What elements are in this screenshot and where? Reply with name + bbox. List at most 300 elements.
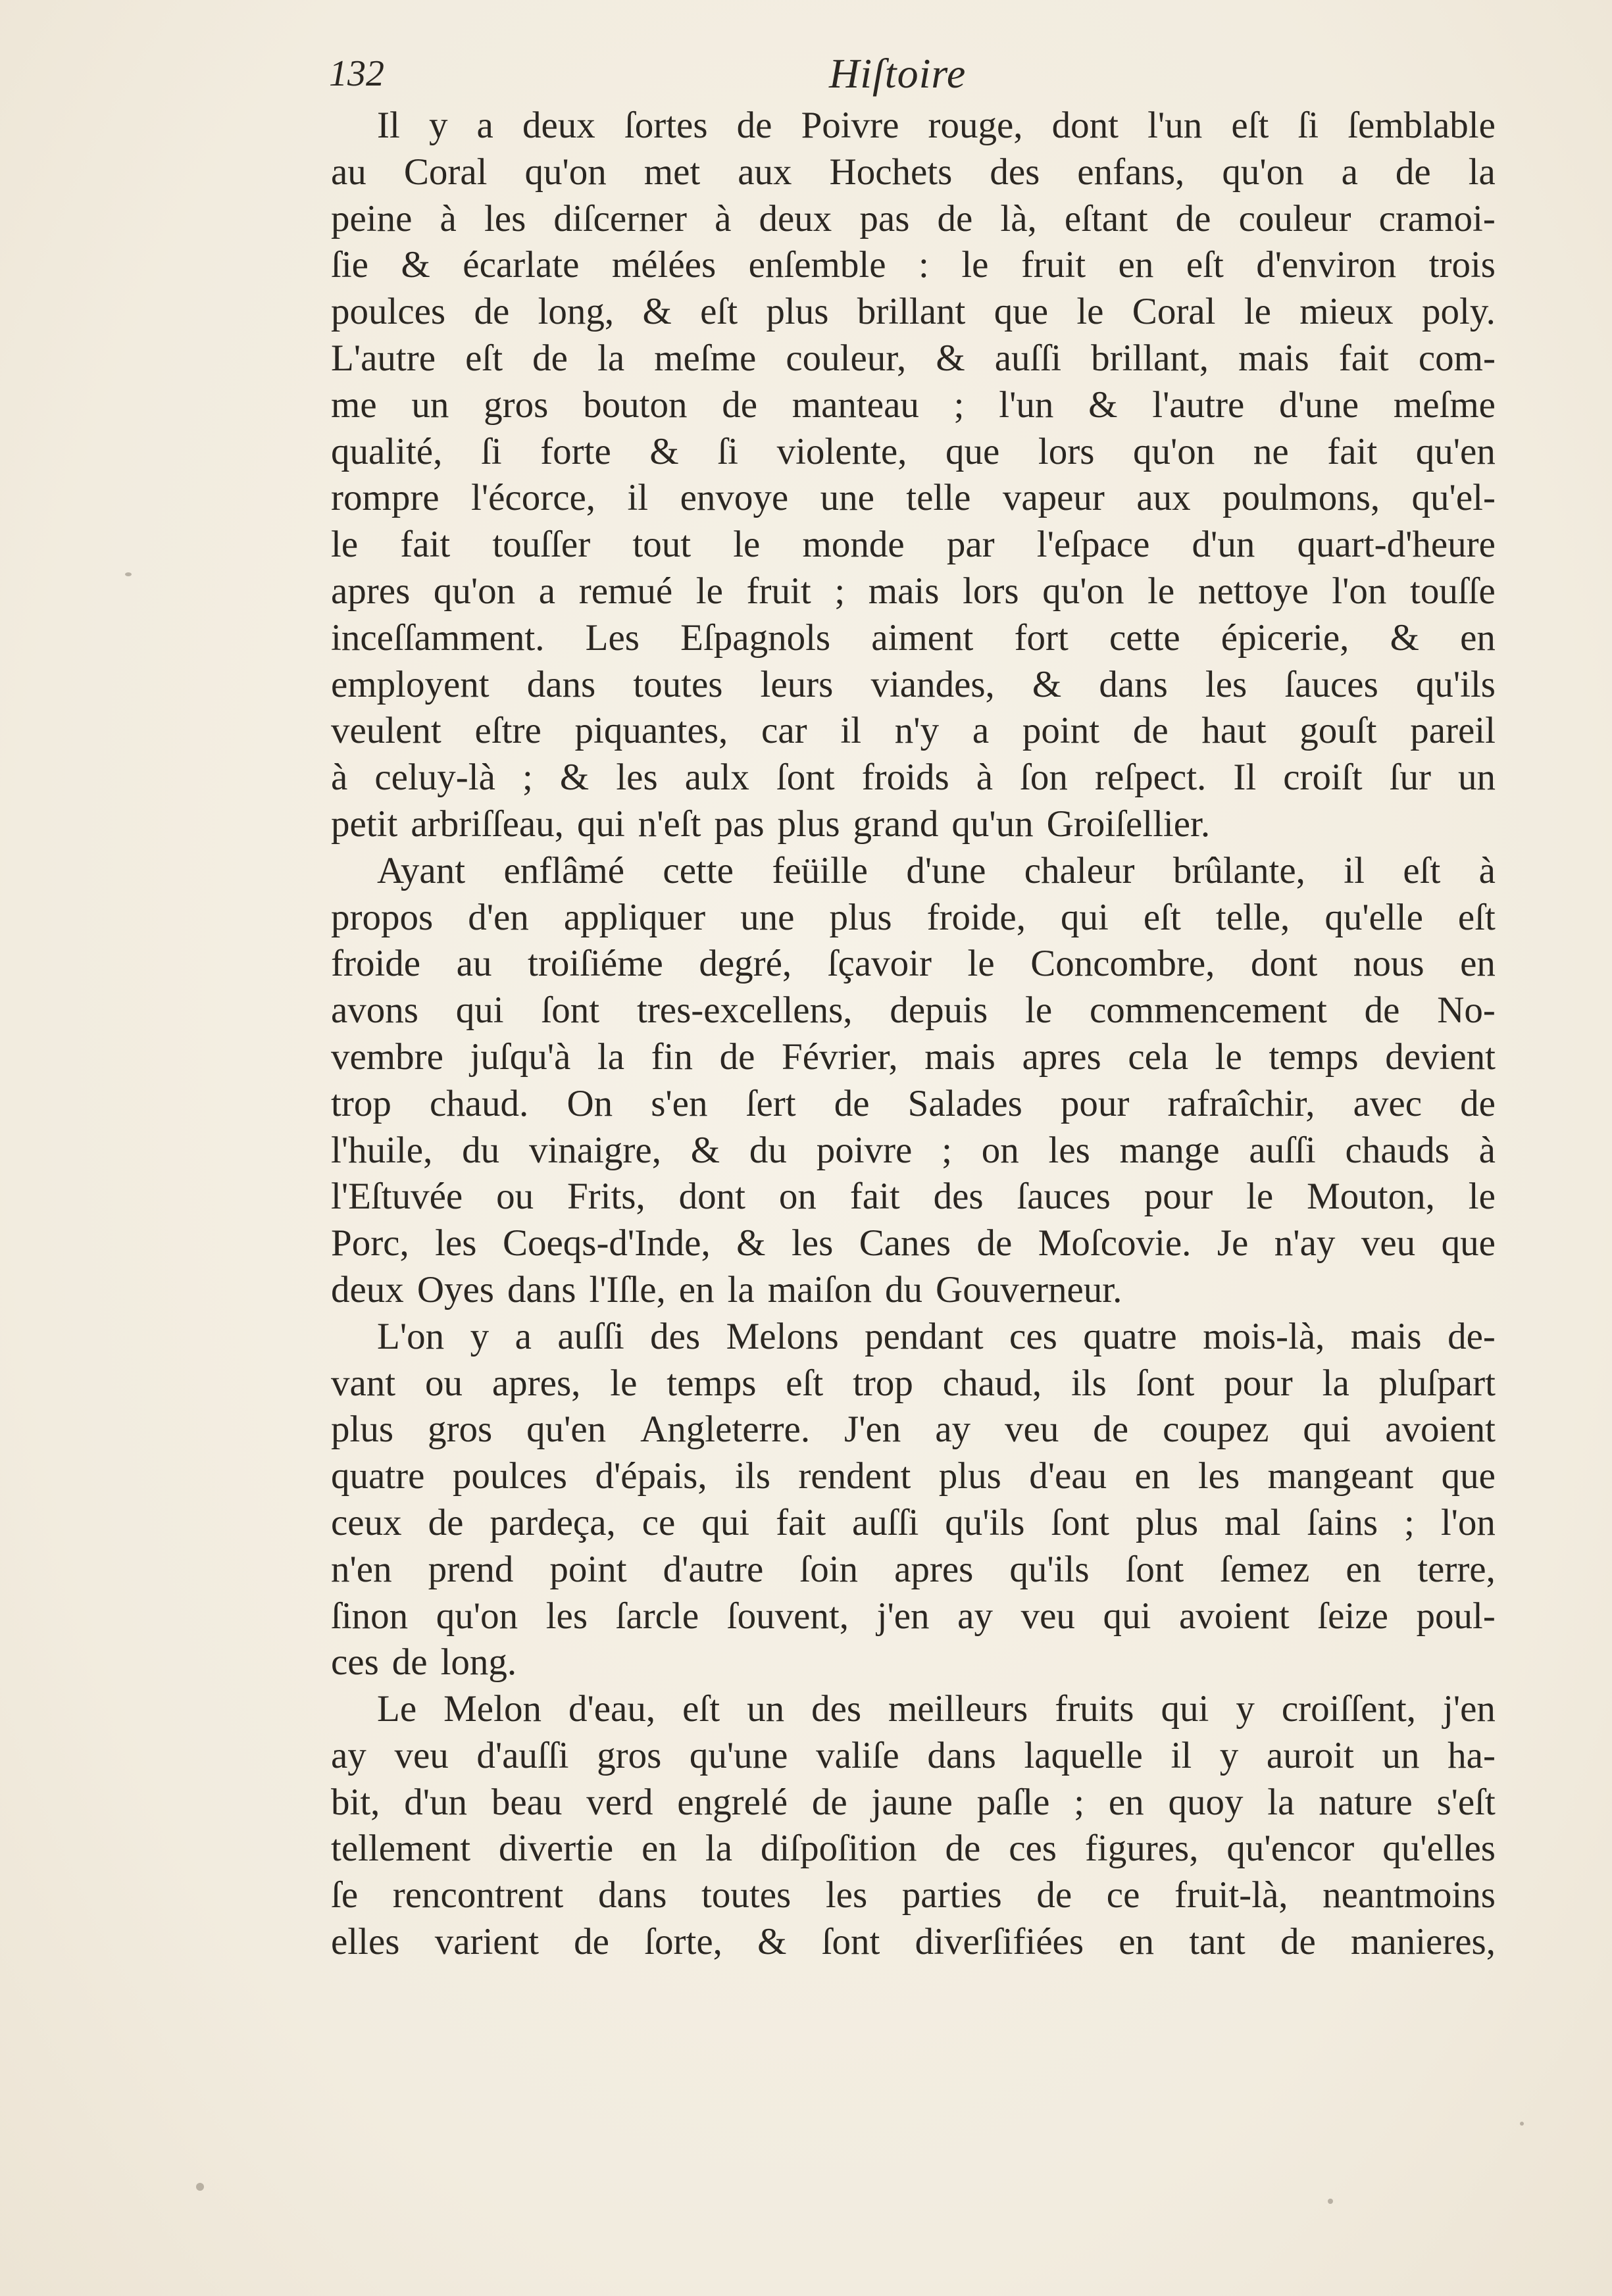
word: un <box>411 384 449 426</box>
word: eſt <box>1143 896 1181 938</box>
word: a <box>972 710 990 752</box>
word: haut <box>1201 710 1267 752</box>
word: fait <box>400 524 451 566</box>
word: veu <box>394 1734 449 1776</box>
word: ſont <box>541 989 600 1032</box>
word: com- <box>1418 337 1496 379</box>
word: ou <box>496 1176 534 1218</box>
text-line <box>331 1034 1496 1081</box>
word: qu'ils <box>1009 1548 1090 1590</box>
word: poulmons, <box>1222 477 1380 519</box>
paper-speck <box>1328 2199 1333 2204</box>
word: car <box>761 710 807 752</box>
word: temps <box>1269 1036 1359 1078</box>
word: qui <box>701 1501 750 1543</box>
word: enflâmé <box>503 849 625 891</box>
word: d'environ <box>1256 244 1397 286</box>
word: de <box>834 1082 870 1124</box>
word: le <box>967 943 995 985</box>
word: qui <box>1103 1595 1151 1637</box>
word: de <box>1036 1874 1072 1916</box>
word: meilleurs <box>888 1688 1028 1730</box>
word: ; <box>953 384 965 426</box>
word: l'Iſle, <box>589 1268 666 1310</box>
word: de <box>945 1828 981 1870</box>
word: de <box>428 1501 464 1543</box>
word: ; <box>1404 1501 1415 1543</box>
word: d'autre <box>663 1548 764 1590</box>
word: ſorte, <box>644 1921 722 1963</box>
word: en <box>1108 1781 1144 1823</box>
text-line <box>331 1639 1496 1686</box>
word: degré, <box>699 943 792 985</box>
page-number: 132 <box>329 53 384 94</box>
text-line <box>331 522 1496 568</box>
word: une <box>740 896 795 938</box>
word: touſſe <box>1410 570 1496 612</box>
word: rouge, <box>928 105 1023 146</box>
text-line <box>331 1500 1496 1547</box>
word: temps <box>667 1362 757 1404</box>
word: pour <box>1144 1176 1213 1218</box>
word: Salades <box>907 1082 1022 1124</box>
word: cette <box>663 849 734 891</box>
word: la <box>1468 151 1496 193</box>
word: fruits <box>1055 1688 1134 1730</box>
word: plus <box>331 1409 394 1451</box>
text-line <box>331 475 1496 522</box>
word: l'eſpace <box>1036 524 1150 566</box>
page-header <box>329 47 1500 100</box>
word: petit <box>331 803 398 845</box>
word: me <box>331 384 377 426</box>
word: ſeize <box>1317 1595 1388 1637</box>
word: dans <box>526 663 596 705</box>
word: ce <box>1106 1874 1140 1916</box>
word: ay <box>331 1734 366 1776</box>
word: envoye <box>680 477 789 519</box>
text-line <box>331 708 1496 755</box>
word: ſe <box>331 1874 359 1916</box>
word: de <box>1132 710 1169 752</box>
word: eſt <box>786 1362 824 1404</box>
word: eſt <box>1457 896 1496 938</box>
word: auſſi <box>557 1315 624 1357</box>
word: qu'ils <box>945 1501 1025 1543</box>
text-line <box>331 941 1496 987</box>
word: la <box>1322 1362 1349 1404</box>
word: fort <box>1014 616 1069 659</box>
word: ſoin <box>799 1548 859 1590</box>
word: & <box>736 1222 766 1264</box>
word: de <box>532 337 568 379</box>
word: & <box>559 757 590 799</box>
word: d'une <box>1279 384 1359 426</box>
word: apres, <box>491 1362 581 1404</box>
word: tant <box>1189 1921 1246 1963</box>
word: trop <box>331 1082 391 1124</box>
word: Il <box>377 105 400 146</box>
word: à <box>331 757 348 799</box>
word: quart-d'heure <box>1297 524 1496 566</box>
word: inceſſamment. <box>331 616 545 659</box>
word: vinaigre, <box>528 1129 661 1171</box>
word: trop <box>853 1362 913 1404</box>
word: Moſcovie. <box>1038 1222 1192 1264</box>
word: enfans, <box>1077 151 1185 193</box>
word: mangeant <box>1267 1455 1414 1497</box>
word: enſemble <box>748 244 886 286</box>
word: nous <box>1353 943 1424 985</box>
word: ſur <box>1389 757 1431 799</box>
word: piquantes, <box>574 710 728 752</box>
word: n'y <box>894 710 940 752</box>
word: qu'encor <box>1226 1828 1355 1870</box>
word: maiſon <box>767 1268 872 1310</box>
text-line <box>331 336 1496 382</box>
word: froide <box>331 943 421 985</box>
word: couleur, <box>786 337 907 379</box>
word: j'en <box>876 1595 930 1637</box>
word: remué <box>578 570 673 612</box>
word: rompre <box>331 477 440 519</box>
word: apres <box>894 1548 974 1590</box>
word: devient <box>1385 1036 1496 1078</box>
word: qu'elle <box>1324 896 1423 938</box>
word: diſpoſition <box>760 1828 917 1870</box>
word: les <box>825 1874 868 1916</box>
word: le <box>961 244 989 286</box>
word: plus <box>766 291 829 333</box>
word: quatre <box>331 1455 425 1497</box>
word: Hochets <box>829 151 953 193</box>
word: qui <box>576 803 625 845</box>
word: en <box>1460 943 1496 985</box>
word: rencontrent <box>392 1874 564 1916</box>
word: ; <box>522 757 533 799</box>
word: lors <box>1038 430 1095 472</box>
word: Coral <box>403 151 488 193</box>
word: qui <box>1161 1688 1209 1730</box>
word: qu'on <box>524 151 607 193</box>
word: de- <box>1448 1315 1496 1357</box>
word: avons <box>331 989 418 1032</box>
word: ſçavoir <box>827 943 932 985</box>
word: neantmoins <box>1322 1874 1496 1916</box>
word: veu <box>1020 1595 1075 1637</box>
word: de <box>1395 151 1431 193</box>
word: qualité, <box>331 430 443 472</box>
word: dans <box>597 1874 667 1916</box>
word: vapeur <box>1002 477 1105 519</box>
word: fait <box>776 1501 826 1543</box>
word: mieux <box>1299 291 1394 333</box>
word: ſemblable <box>1348 105 1496 146</box>
word: le <box>331 524 359 566</box>
word: plus <box>829 896 892 938</box>
word: quatre <box>1083 1315 1177 1357</box>
word: Porc, <box>331 1222 409 1264</box>
word: peine <box>331 197 413 239</box>
word: vembre <box>331 1036 443 1078</box>
word: au <box>456 943 492 985</box>
word: que <box>945 430 1000 472</box>
word: à <box>976 757 994 799</box>
word: employent <box>331 663 490 705</box>
word: elles <box>331 1921 400 1963</box>
word: mais <box>868 570 940 612</box>
body-text <box>331 103 1496 1966</box>
word: tout <box>632 524 692 566</box>
text-line <box>331 801 1496 848</box>
word: & <box>757 1921 787 1963</box>
word: Oyes <box>416 1268 494 1310</box>
word: en <box>1118 244 1154 286</box>
word: apres <box>331 570 411 612</box>
running-title: Hiſtoire <box>829 50 967 97</box>
word: & <box>690 1129 720 1171</box>
word: j'en <box>1443 1688 1496 1730</box>
word: appliquer <box>563 896 706 938</box>
text-line <box>331 1267 1496 1314</box>
text-line <box>331 568 1496 615</box>
paper-speck <box>1520 2122 1524 2126</box>
word: cramoi- <box>1378 197 1496 239</box>
word: ſinon <box>331 1595 409 1637</box>
word: Poivre <box>801 105 899 146</box>
word: commencement <box>1089 989 1327 1032</box>
word: Frits, <box>567 1176 645 1218</box>
word: beau <box>491 1781 563 1823</box>
word: l'un <box>999 384 1054 426</box>
word: fait <box>849 1176 900 1218</box>
text-line <box>331 103 1496 149</box>
word: avoient <box>1385 1409 1496 1451</box>
word: qu'on <box>1042 570 1124 612</box>
word: diverſifiées <box>915 1921 1084 1963</box>
word: la <box>705 1828 732 1870</box>
text-line <box>331 289 1496 336</box>
word: de <box>1093 1409 1129 1451</box>
word: fin <box>651 1036 693 1078</box>
word: aiment <box>871 616 974 659</box>
word: ſarcle <box>615 1595 699 1637</box>
word: là, <box>1000 197 1037 239</box>
word: le <box>610 1362 638 1404</box>
word: auſſi <box>994 337 1062 379</box>
word: d'eau, <box>568 1688 656 1730</box>
word: apres <box>1022 1036 1101 1078</box>
word: Février, <box>782 1036 898 1078</box>
word: Melon <box>443 1688 542 1730</box>
word: qu'elles <box>1382 1828 1496 1870</box>
word: chaleur <box>1024 849 1135 891</box>
word: Angleterre. <box>640 1409 811 1451</box>
word: l'Eſtuvée <box>331 1176 463 1218</box>
word: dont <box>678 1176 745 1218</box>
word: eſtre <box>474 710 542 752</box>
word: depuis <box>890 989 988 1032</box>
word: deux <box>759 197 832 239</box>
text-line <box>331 1547 1496 1593</box>
word: dans <box>507 1268 576 1310</box>
word: les <box>791 1222 834 1264</box>
word: long. <box>440 1641 517 1684</box>
word: de <box>937 197 973 239</box>
word: fait <box>1338 337 1389 379</box>
word: ces <box>1009 1315 1057 1357</box>
word: trois <box>1428 244 1496 286</box>
word: ces <box>331 1641 379 1684</box>
word: le <box>1147 570 1175 612</box>
word: s'en <box>651 1082 708 1124</box>
word: eſt <box>1403 849 1441 891</box>
word: les <box>435 1222 477 1264</box>
word: l'huile, <box>331 1129 433 1171</box>
word: Gouverneur. <box>936 1268 1122 1310</box>
word: du <box>749 1129 787 1171</box>
text-line <box>331 242 1496 289</box>
word: toutes <box>701 1874 792 1916</box>
word: toutes <box>633 663 723 705</box>
word: qu'une <box>689 1734 788 1776</box>
word: y <box>1236 1688 1255 1730</box>
word: l'autre <box>1152 384 1245 426</box>
text-line <box>331 895 1496 941</box>
word: coupez <box>1163 1409 1269 1451</box>
word: a <box>538 570 556 612</box>
word: un <box>1382 1734 1420 1776</box>
paper-speck <box>125 572 132 576</box>
word: le <box>695 570 723 612</box>
word: poly. <box>1422 291 1496 333</box>
word: n'ay <box>1274 1222 1336 1264</box>
text-line <box>331 1780 1496 1826</box>
word: le <box>1468 1176 1496 1218</box>
word: ſont <box>1051 1501 1110 1543</box>
word: divertie <box>499 1828 614 1870</box>
word: ils <box>1071 1362 1107 1404</box>
word: diſcerner <box>553 197 687 239</box>
word: Coral <box>1132 291 1216 333</box>
word: Ayant <box>377 849 466 891</box>
word: la <box>1267 1781 1295 1823</box>
word: & <box>649 430 679 472</box>
word: de <box>722 384 758 426</box>
word: veulent <box>331 710 441 752</box>
text-line <box>331 1407 1496 1453</box>
word: ſont <box>821 1921 880 1963</box>
word: & <box>1390 616 1419 659</box>
word: touſſer <box>492 524 591 566</box>
word: avoient <box>1178 1595 1290 1637</box>
word: bit, <box>331 1781 380 1823</box>
word: rafraîchir, <box>1167 1082 1315 1124</box>
word: de <box>1460 1082 1496 1124</box>
word: fait <box>1327 430 1378 472</box>
word: No- <box>1437 989 1496 1032</box>
word: forte <box>540 430 611 472</box>
word: & <box>401 244 430 286</box>
word: mal <box>1224 1501 1281 1543</box>
word: : <box>919 244 929 286</box>
word: parties <box>901 1874 1002 1916</box>
word: ay <box>957 1595 993 1637</box>
word: pluſpart <box>1378 1362 1496 1404</box>
word: écarlate <box>463 244 580 286</box>
word: plus <box>1135 1501 1199 1543</box>
word: froids <box>861 757 949 799</box>
word: ſont <box>776 757 835 799</box>
word: une <box>820 477 874 519</box>
word: d'une <box>906 849 986 891</box>
word: qui <box>455 989 504 1032</box>
word: ces <box>1009 1828 1057 1870</box>
word: poulces <box>331 291 446 333</box>
word: point <box>1022 710 1100 752</box>
word: mélées <box>611 244 717 286</box>
text-line <box>331 1220 1496 1267</box>
word: s'eſt <box>1436 1781 1496 1823</box>
word: que <box>1441 1222 1496 1264</box>
word: qui <box>1061 896 1109 938</box>
word: les <box>484 197 526 239</box>
word: des <box>990 151 1040 193</box>
word: propos <box>331 896 434 938</box>
word: brillant <box>857 291 966 333</box>
word: engrelé <box>677 1781 788 1823</box>
word: de <box>574 1921 609 1963</box>
word: nettoye <box>1197 570 1309 612</box>
word: pas <box>859 197 910 239</box>
word: paſle <box>976 1781 1050 1823</box>
text-line <box>331 196 1496 243</box>
word: ſauces <box>1284 663 1378 705</box>
word: les <box>545 1595 588 1637</box>
word: aux <box>1136 477 1191 519</box>
word: qu'on <box>1132 430 1215 472</box>
word: ne <box>1253 430 1289 472</box>
word: plus <box>777 803 840 845</box>
text-line <box>331 987 1496 1034</box>
word: en <box>1134 1455 1171 1497</box>
word: chauds <box>1345 1129 1449 1171</box>
word: il <box>1344 849 1365 891</box>
word: manteau <box>792 384 919 426</box>
word: violente, <box>776 430 907 472</box>
word: la <box>597 337 625 379</box>
word: eſt <box>700 291 738 333</box>
word: ou <box>425 1362 463 1404</box>
text-line <box>331 1360 1496 1407</box>
word: qui <box>1303 1409 1351 1451</box>
word: verd <box>586 1781 653 1823</box>
word: pendant <box>865 1315 984 1357</box>
word: point <box>549 1548 627 1590</box>
word: met <box>643 151 701 193</box>
word: meſme <box>654 337 757 379</box>
word: gros <box>484 384 549 426</box>
text-line <box>331 382 1496 429</box>
word: jaune <box>871 1781 953 1823</box>
word: varient <box>434 1921 539 1963</box>
word: ceux <box>331 1501 402 1543</box>
word: rendent <box>798 1455 911 1497</box>
word: dans <box>1099 663 1168 705</box>
word: valiſe <box>816 1734 899 1776</box>
word: ſi <box>717 430 738 472</box>
word: ſemez <box>1220 1548 1310 1590</box>
